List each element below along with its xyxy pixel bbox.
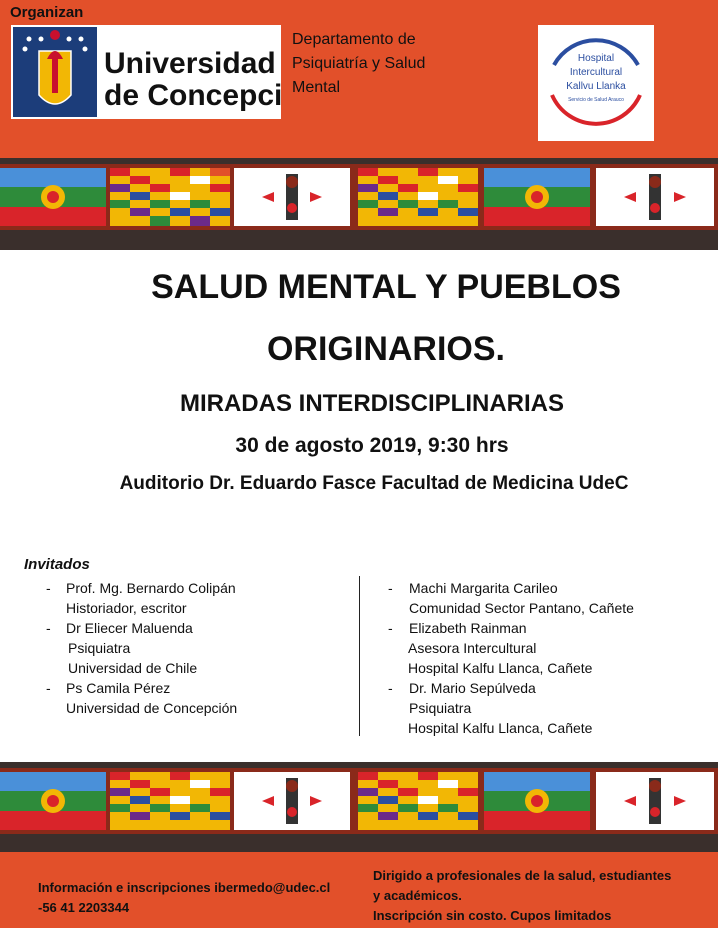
event-venue: Auditorio Dr. Eduardo Fasce Facultad de Medicina UdeC: [119, 473, 629, 494]
udec-logo-line2: de Concepci: [104, 79, 281, 112]
kultrun-emblem-icon: [596, 168, 714, 226]
guest-detail: Universidad de Concepción: [66, 700, 238, 716]
top-flag-strip: [0, 158, 718, 250]
event-subtitle: MIRADAS INTERDISCIPLINARIAS: [179, 390, 564, 417]
mapuche-flag-icon: [0, 168, 106, 226]
guest-bullet: -: [46, 580, 51, 596]
guest-bullet: -: [46, 680, 51, 696]
guest-detail: Psiquiatra: [409, 700, 472, 716]
hospital-logo-line2: Intercultural: [569, 67, 623, 78]
contact-phone-line: -56 41 2203344: [38, 900, 130, 915]
guest-bullet: -: [46, 620, 51, 636]
guest-detail: Asesora Intercultural: [408, 640, 537, 656]
guest-detail: Historiador, escritor: [66, 600, 187, 616]
guest-name: Machi Margarita Carileo: [409, 580, 558, 596]
mapuche-flag-icon: [484, 168, 590, 226]
bottom-flag-strip: [0, 762, 718, 852]
hospital-logo-line1: Hospital: [577, 53, 615, 64]
hospital-logo-line3: Kallvu Llanka: [566, 81, 626, 92]
department-name: Departamento de Psiquiatría y Salud Mental: [292, 31, 426, 96]
event-date: 30 de agosto 2019, 9:30 hrs: [235, 434, 509, 457]
hospital-logo: [538, 25, 654, 141]
udec-shield-icon: [11, 25, 281, 119]
guest-name: Elizabeth Rainman: [409, 620, 527, 636]
hospital-circle-icon: [538, 25, 654, 141]
guest-name: Dr. Mario Sepúlveda: [409, 680, 536, 696]
udec-logo-line1: Universidad: [104, 47, 276, 80]
guest-bullet: -: [388, 580, 393, 596]
guest-detail: Hospital Kalfu Llanca, Cañete: [408, 720, 593, 736]
udec-logo: [11, 25, 281, 119]
guest-detail: Psiquiatra: [68, 640, 131, 656]
mapuche-flag-icon: [484, 772, 590, 830]
organizan-label: Organizan: [10, 4, 84, 21]
hospital-logo-line4: Servicio de Salud Arauco: [568, 97, 624, 103]
wiphala-flag-icon: [358, 168, 478, 226]
guest-detail: Hospital Kalfu Llanca, Cañete: [408, 660, 593, 676]
column-divider: [359, 576, 360, 736]
kultrun-emblem-icon: [596, 772, 714, 830]
event-title-line2: ORIGINARIOS.: [266, 330, 506, 368]
guest-detail: Comunidad Sector Pantano, Cañete: [409, 600, 634, 616]
guest-bullet: -: [388, 680, 393, 696]
wiphala-flag-icon: [358, 772, 478, 830]
wiphala-flag-icon: [110, 772, 230, 830]
guest-bullet: -: [388, 620, 393, 636]
guest-name: Prof. Mg. Bernardo Colipán: [66, 580, 236, 596]
audience-line2: y académicos.: [373, 888, 462, 903]
guest-name: Ps Camila Pérez: [66, 680, 171, 696]
invitados-heading: Invitados: [24, 556, 90, 573]
kultrun-emblem-icon: [234, 168, 350, 226]
audience-line3: Inscripción sin costo. Cupos limitados: [373, 908, 612, 923]
mapuche-flag-icon: [0, 772, 106, 830]
wiphala-flag-icon: [110, 168, 230, 226]
guest-detail: Universidad de Chile: [68, 660, 198, 676]
audience-line1: Dirigido a profesionales de la salud, estudiantes: [373, 868, 672, 883]
event-title-line1: SALUD MENTAL Y PUEBLOS: [151, 268, 621, 306]
contact-email-line: Información e inscripciones ibermedo@udec.cl: [38, 880, 331, 895]
kultrun-emblem-icon: [234, 772, 350, 830]
guest-name: Dr Eliecer Maluenda: [66, 620, 193, 636]
